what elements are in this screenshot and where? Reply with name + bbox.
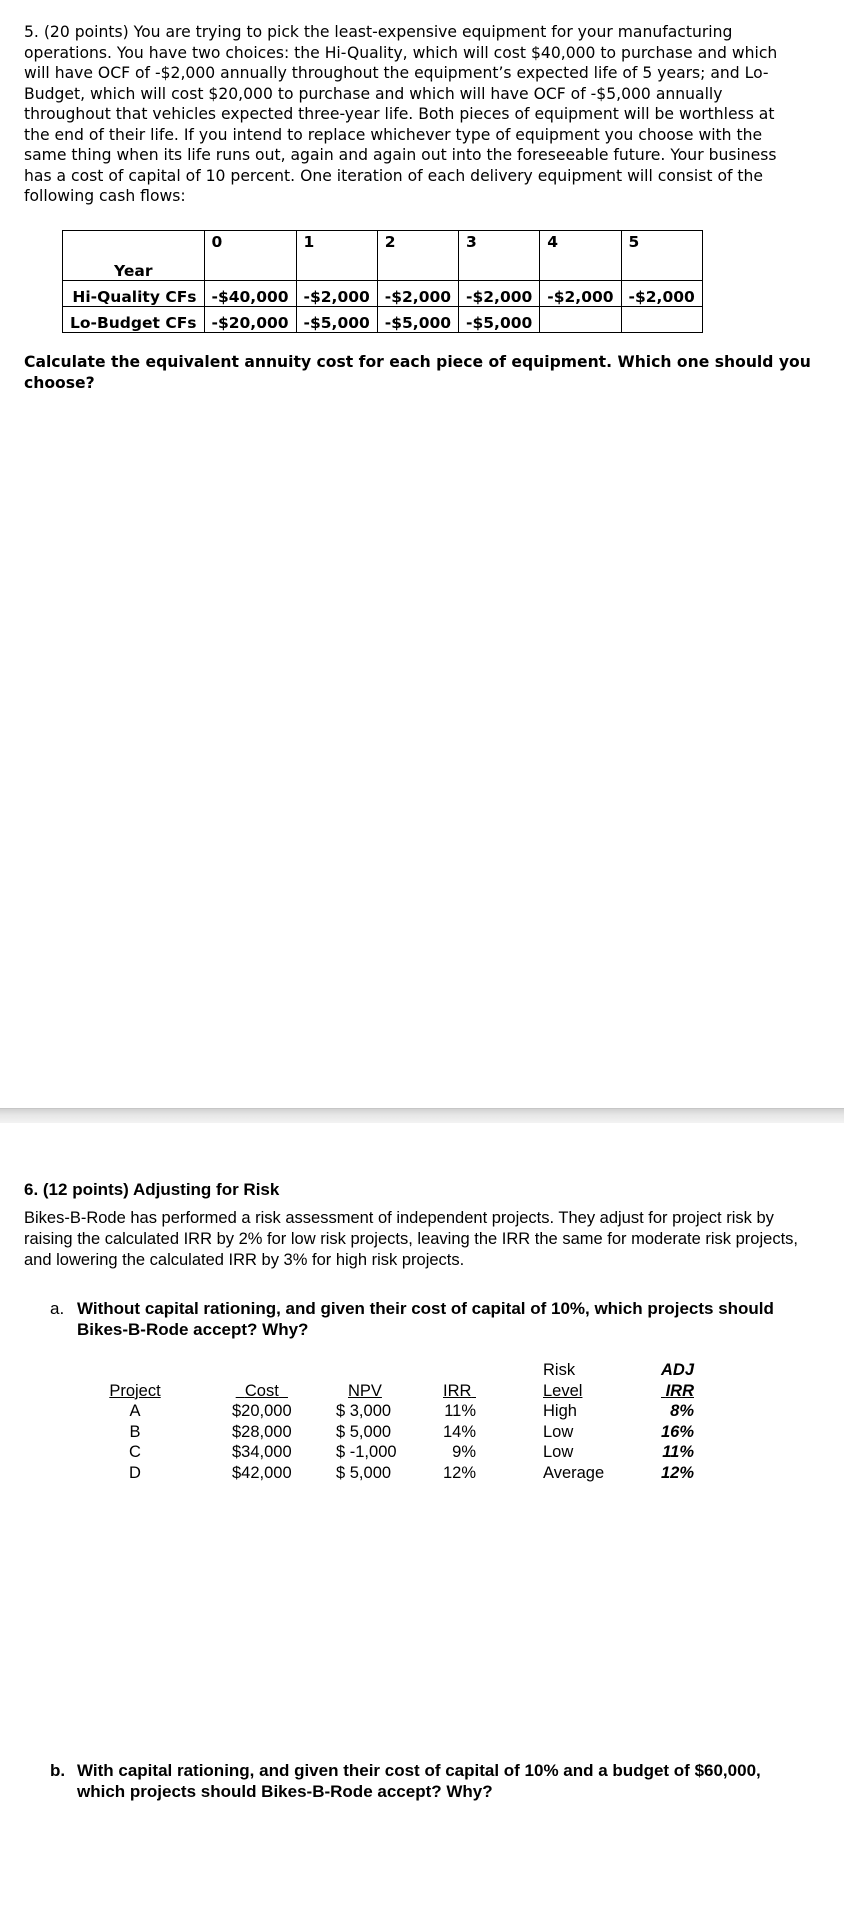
year-3: 3 bbox=[459, 231, 540, 281]
cost-cell: $28,000 bbox=[232, 1422, 292, 1441]
year-5: 5 bbox=[621, 231, 702, 281]
year-0: 0 bbox=[204, 231, 296, 281]
row-label: Lo-Budget CFs bbox=[63, 307, 205, 333]
irr-cell: 14% bbox=[442, 1422, 476, 1441]
cash-flow-cell: -$5,000 bbox=[296, 307, 377, 333]
project-cell: A bbox=[129, 1402, 141, 1420]
table-row bbox=[63, 281, 703, 307]
cost-cell: $20,000 bbox=[232, 1402, 292, 1420]
npv-cell: $ 5,000 bbox=[336, 1422, 392, 1441]
cash-flow-cell: -$5,000 bbox=[459, 307, 540, 333]
column-header-adj-irr bbox=[644, 1381, 694, 1402]
npv-column bbox=[336, 1381, 397, 1484]
part-a-text: Without capital rationing, and given their cost of capital of 10%, which projects should Bikes-B-Rode accept? Why? bbox=[77, 1299, 774, 1339]
column-header-risk-level: Level bbox=[543, 1381, 583, 1400]
part-a bbox=[50, 1298, 790, 1340]
cash-flow-cell: -$2,000 bbox=[459, 281, 540, 307]
part-b-label: b. bbox=[50, 1761, 66, 1780]
cost-column bbox=[232, 1381, 292, 1484]
part-b bbox=[50, 1760, 790, 1802]
page-break-divider bbox=[0, 1108, 844, 1123]
npv-cell: $ -1,000 bbox=[336, 1443, 397, 1461]
column-header-cost bbox=[232, 1381, 292, 1402]
cash-flow-cell: -$5,000 bbox=[377, 307, 458, 333]
column-header-cost-text: Cost bbox=[244, 1381, 279, 1400]
cash-flow-cell bbox=[540, 307, 621, 333]
cash-flow-header-row bbox=[63, 231, 703, 281]
column-header-irr bbox=[436, 1381, 476, 1402]
cash-flow-cell: -$2,000 bbox=[621, 281, 702, 307]
irr-cell: 9% bbox=[452, 1443, 476, 1461]
question-6-title: 6. (12 points) Adjusting for Risk bbox=[24, 1180, 280, 1199]
column-header-project: Project bbox=[109, 1381, 161, 1400]
year-label: Year bbox=[63, 231, 205, 281]
irr-cell: 12% bbox=[442, 1463, 476, 1482]
adj-irr-cell: 16% bbox=[660, 1422, 694, 1441]
question-5 bbox=[24, 22, 804, 207]
npv-cell: $ 3,000 bbox=[336, 1402, 392, 1420]
column-header-risk-top: Risk bbox=[543, 1361, 576, 1379]
year-1: 1 bbox=[296, 231, 377, 281]
risk-cell: Low bbox=[543, 1422, 574, 1441]
risk-cell: Average bbox=[543, 1463, 605, 1482]
column-header-adj-irr-text: IRR bbox=[665, 1381, 694, 1400]
project-column bbox=[105, 1381, 165, 1484]
column-header-npv: NPV bbox=[348, 1381, 382, 1400]
column-header-adj-top: ADJ bbox=[660, 1361, 694, 1379]
cash-flow-cell: -$2,000 bbox=[540, 281, 621, 307]
cash-flow-cell: -$20,000 bbox=[204, 307, 296, 333]
table-row bbox=[63, 307, 703, 333]
column-header-irr-text: IRR bbox=[442, 1381, 472, 1400]
cash-flow-cell: -$40,000 bbox=[204, 281, 296, 307]
project-cell: C bbox=[129, 1443, 141, 1461]
row-label: Hi-Quality CFs bbox=[63, 281, 205, 307]
cost-cell: $34,000 bbox=[232, 1443, 292, 1461]
question-6 bbox=[24, 1180, 814, 1271]
year-4: 4 bbox=[540, 231, 621, 281]
question-5-prompt: Calculate the equivalent annuity cost for each piece of equipment. Which one should you choose? bbox=[24, 353, 811, 392]
part-b-text: With capital rationing, and given their cost of capital of 10% and a budget of $60,000, which projects should Bikes-B-Rode accept? Why? bbox=[77, 1761, 761, 1801]
part-a-label: a. bbox=[50, 1299, 65, 1318]
irr-cell: 11% bbox=[444, 1402, 476, 1420]
cash-flow-table bbox=[62, 230, 703, 333]
npv-cell: $ 5,000 bbox=[336, 1463, 392, 1482]
project-cell: B bbox=[129, 1422, 141, 1441]
cost-cell: $42,000 bbox=[232, 1463, 292, 1482]
adj-irr-cell: 12% bbox=[660, 1463, 694, 1482]
year-2: 2 bbox=[377, 231, 458, 281]
risk-cell: Low bbox=[543, 1443, 574, 1461]
question-5-text: 5. (20 points) You are trying to pick the least-expensive equipment for your manufacturing operations. You have two choices: the Hi-Quality, which will cost $40,000 to purchase and which will have OCF of -$2,000 annually throughout the equipment’s expected life of 5 years; and Lo-Budget, which will cost $20,000 to purchase and which will have OCF of -$5,000 annually throughout that vehicles expected three-year life. Both pieces of equipment will be worthless at the end of their life. If you intend to replace whichever type of equipment you choose with the same thing when its life runs out, again and again out into the foreseeable future. Your business has a cost of capital of 10 percent. One iteration of each delivery equipment will consist of the following cash flows: bbox=[24, 23, 778, 205]
adj-irr-cell: 11% bbox=[662, 1443, 694, 1461]
cash-flow-cell: -$2,000 bbox=[377, 281, 458, 307]
adj-irr-column bbox=[644, 1360, 694, 1483]
project-cell: D bbox=[129, 1463, 141, 1482]
cash-flow-cell: -$2,000 bbox=[296, 281, 377, 307]
risk-cell: High bbox=[543, 1402, 577, 1420]
irr-column bbox=[436, 1381, 476, 1484]
risk-level-column bbox=[543, 1360, 604, 1483]
question-6-text: Bikes-B-Rode has performed a risk assessment of independent projects. They adjust for project risk by raising the calculated IRR by 2% for low risk projects, leaving the IRR the same for moderate risk projects, and lowering the calculated IRR by 3% for high risk projects. bbox=[24, 1209, 798, 1269]
cash-flow-cell bbox=[621, 307, 702, 333]
adj-irr-cell: 8% bbox=[670, 1402, 694, 1420]
